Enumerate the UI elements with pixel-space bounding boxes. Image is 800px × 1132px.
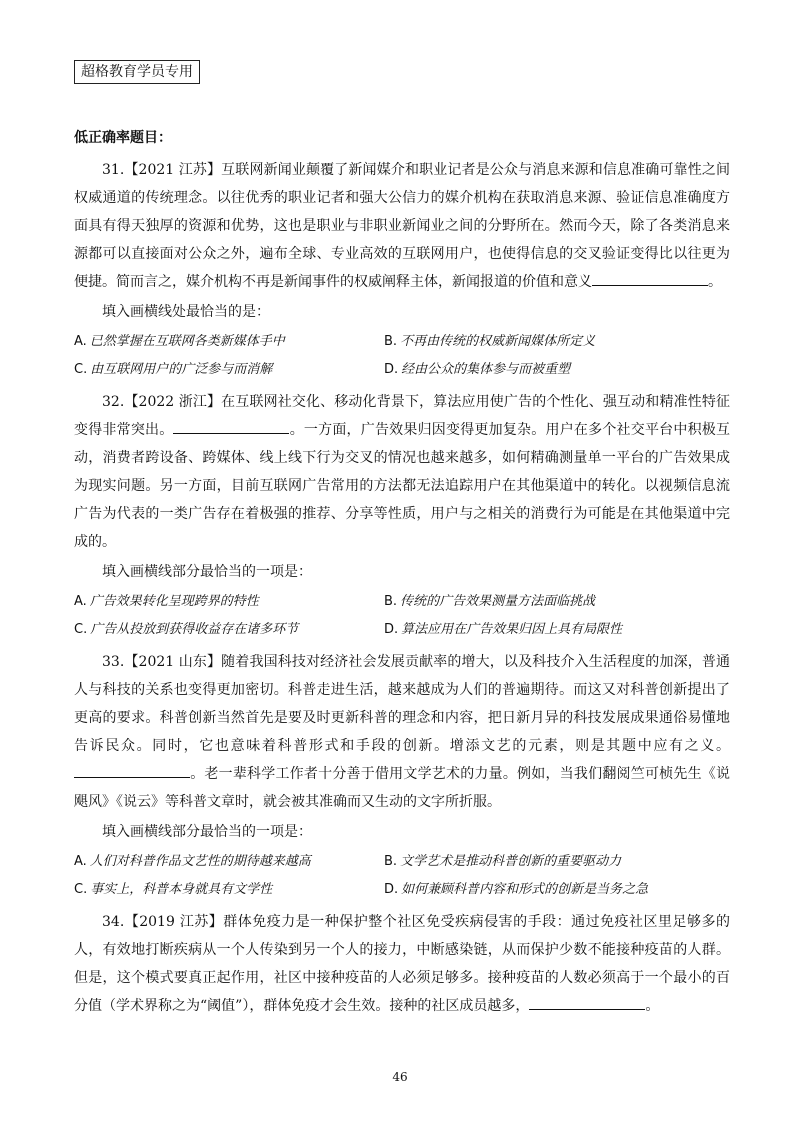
student-use-stamp: 超格教育学员专用 [74, 60, 200, 84]
option-letter: A. [74, 854, 87, 869]
section-title: 低正确率题目： [74, 130, 172, 146]
option-text: 已然掌握在互联网各类新媒体手中 [89, 334, 285, 349]
question-prompt: 填入画横线部分最恰当的一项是： [102, 824, 312, 840]
question-text-before: 31.【2021 江苏】互联网新闻业颠覆了新闻媒介和职业记者是公众与消息来源和信息准确可靠性之间权威通道的传统理念。以往优秀的职业记者和强大公信力的媒介机构在获取消息来源、验证信息准确度方面具有得天独厚的资源和优势，这也是职业与非职业新闻业之间的分野所在。然而今天，除了各类消息来源都可以直接面对公众之外，遍布全球、专业高效的互联网用户，也使得信息的交叉验证变得比以往更为便捷。简而言之，媒介机构不再是新闻事件的权威阐释主体，新闻报道的价值和意义 [74, 162, 730, 290]
option-b[interactable] [384, 592, 724, 612]
option-text: 不再由传统的权威新闻媒体所定义 [400, 334, 596, 349]
answer-blank [173, 419, 289, 434]
question-33 [74, 648, 730, 900]
question-prompt: 填入画横线处最恰当的是： [102, 304, 270, 320]
question-text-before: 33.【2021 山东】随着我国科技对经济社会发展贡献率的增大，以及科技介入生活程度的加深，普通人与科技的关系也变得更加密切。科普走进生活，越来越成为人们的普遍期待。而这又对科普创新提出了更高的要求。科普创新当然首先是要及时更新科普的理念和内容，把日新月异的科技发展成果通俗易懂地告诉民众。同时，它也意味着科普形式和手段的创新。增添文艺的元素，则是其题中应有之义。 [74, 654, 730, 754]
options [74, 592, 730, 640]
option-letter: D. [384, 622, 399, 637]
question-prompt: 填入画横线部分最恰当的一项是： [102, 564, 312, 580]
option-letter: C. [74, 882, 88, 897]
option-d[interactable] [384, 880, 724, 900]
option-text: 由互联网用户的广泛参与而消解 [90, 362, 273, 377]
option-letter: B. [384, 594, 398, 609]
option-a[interactable] [74, 852, 384, 872]
question-text-after: 。一方面，广告效果归因变得更加复杂。用户在多个社交平台中积极互动，消费者跨设备、跨媒体、线上线下行为交叉的情况也越来越多，如何精确测量单一平台的广告效果成为现实问题。另一方面，目前互联网广告常用的方法都无法追踪用户在其他渠道中的转化。以视频信息流广告为代表的一类广告存在着极强的推荐、分享等性质，用户与之相关的消费行为可能是在其他渠道中完成的。 [74, 422, 731, 550]
question-text [74, 648, 730, 816]
question-text-after: 。 [645, 998, 660, 1014]
option-text: 文学艺术是推动科普创新的重要驱动力 [400, 854, 622, 869]
question-text [74, 388, 730, 556]
option-letter: B. [384, 334, 398, 349]
answer-blank [74, 763, 190, 778]
option-c[interactable] [74, 620, 384, 640]
option-b[interactable] [384, 852, 724, 872]
option-d[interactable] [384, 360, 724, 380]
answer-blank [592, 271, 708, 286]
option-text: 算法应用在广告效果归因上具有局限性 [401, 622, 623, 637]
question-text-after: 。 [708, 274, 722, 290]
option-d[interactable] [384, 620, 724, 640]
option-c[interactable] [74, 360, 384, 380]
question-text [74, 156, 730, 296]
options [74, 332, 730, 380]
option-letter: C. [74, 622, 88, 637]
option-letter: A. [74, 334, 87, 349]
option-letter: B. [384, 854, 398, 869]
option-c[interactable] [74, 880, 384, 900]
option-text: 广告从投放到获得收益存在诸多环节 [90, 622, 299, 637]
question-31 [74, 156, 730, 380]
option-a[interactable] [74, 592, 384, 612]
question-text-before: 32.【2022 浙江】在互联网社交化、移动化背景下，算法应用使广告的个性化、强互动和精准性特征变得非常突出。 [74, 394, 730, 438]
option-letter: D. [384, 362, 399, 377]
question-list [74, 128, 730, 1020]
option-letter: A. [74, 594, 87, 609]
question-text [74, 908, 730, 1020]
question-34 [74, 908, 730, 1020]
option-letter: C. [74, 362, 88, 377]
option-text: 事实上，科普本身就具有文学性 [90, 882, 273, 897]
question-text-after: 。老一辈科学工作者十分善于借用文学艺术的力量。例如，当我们翻阅竺可桢先生《说飓风》《说云》等科普文章时，就会被其准确而又生动的文字所折服。 [74, 766, 730, 810]
option-text: 传统的广告效果测量方法面临挑战 [400, 594, 596, 609]
options [74, 852, 730, 900]
answer-blank [529, 995, 645, 1010]
question-text-before: 34.【2019 江苏】群体免疫力是一种保护整个社区免受疾病侵害的手段：通过免疫社区里足够多的人，有效地打断疾病从一个人传染到另一个人的接力，中断感染链，从而保护少数不能接种疫苗的人群。但是，这个模式要真正起作用，社区中接种疫苗的人必须足够多。接种疫苗的人数必须高于一个最小的百分值（学术界称之为“阈值”），群体免疫才会生效。接种的社区成员越多， [74, 914, 730, 1014]
option-text: 人们对科普作品文艺性的期待越来越高 [89, 854, 311, 869]
option-text: 经由公众的集体参与而被重塑 [401, 362, 571, 377]
page-number: 46 [392, 1070, 408, 1084]
question-32 [74, 388, 730, 640]
option-text: 如何兼顾科普内容和形式的创新是当务之急 [401, 882, 649, 897]
option-a[interactable] [74, 332, 384, 352]
option-letter: D. [384, 882, 399, 897]
option-text: 广告效果转化呈现跨界的特性 [89, 594, 259, 609]
option-b[interactable] [384, 332, 724, 352]
